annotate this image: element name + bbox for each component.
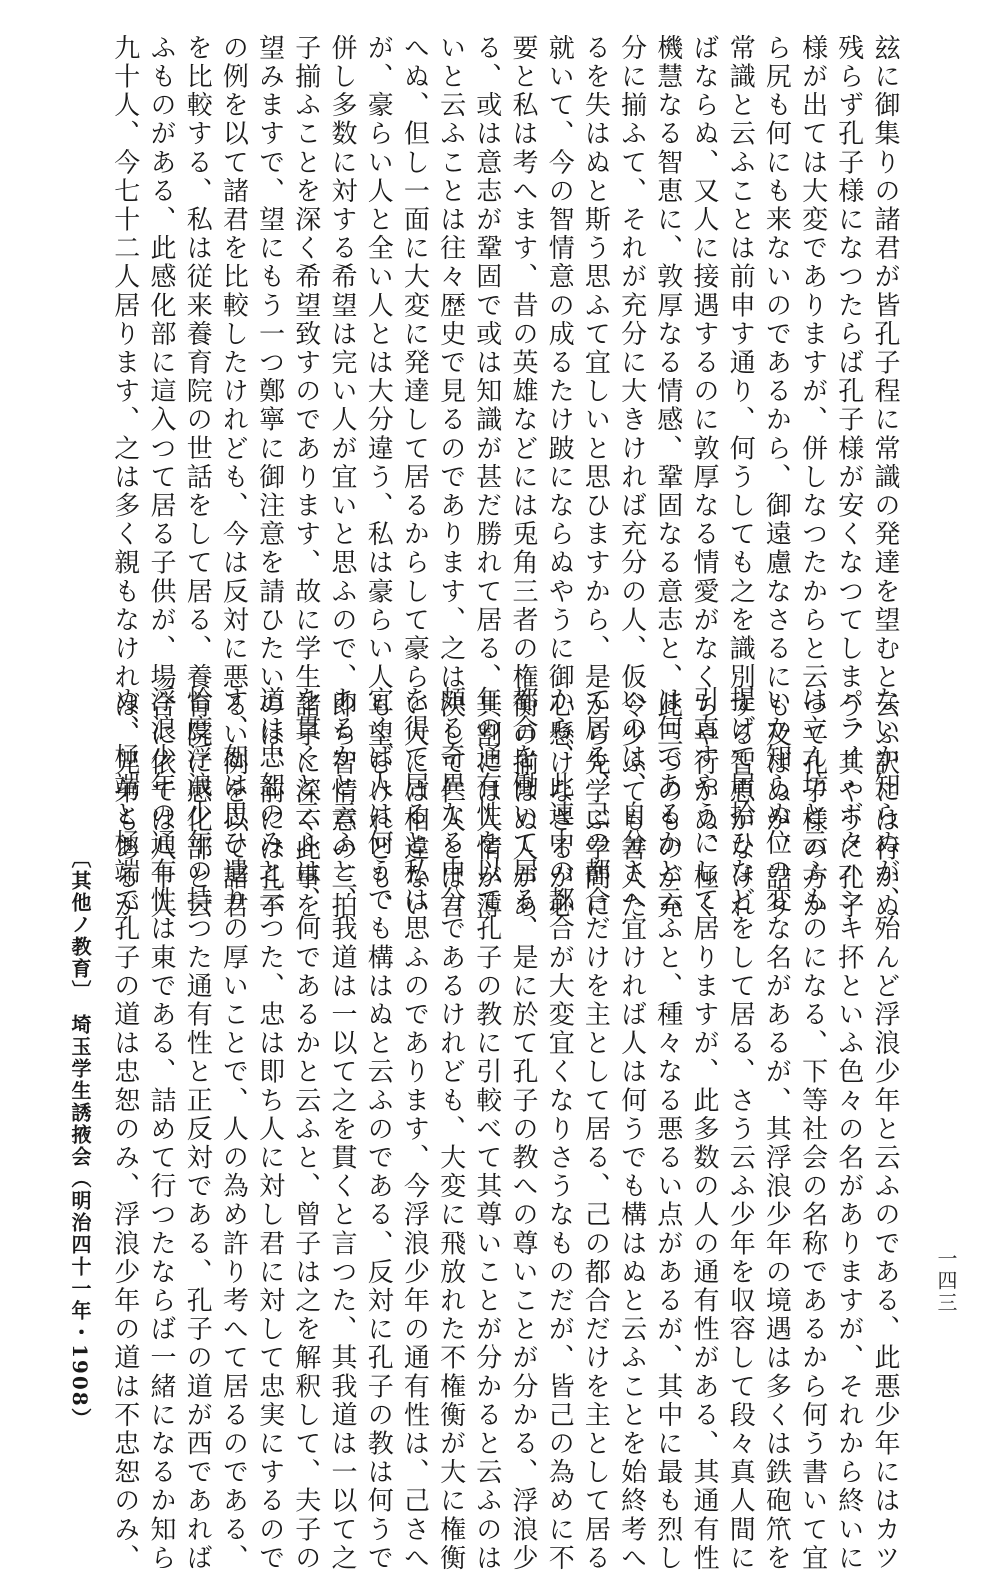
text-column-top-18: 望みますで、望にもう一つ鄭寧に御注意を請ひたいのは、前には孔子 [254,34,285,921]
text-column-top-3: 様が出ては大変でありますが、併しなつたからと云つて孔子様の方か [797,34,828,921]
page-number: 一四三 [934,1248,958,1314]
text-column-bottom-22: ぬ、極端と極端で孔子の道は忠恕のみ、浮浪少年の道は不忠恕のみ、 [109,686,140,1573]
text-column-top-8: 分に揃ふて、それが充分に大きければ充分の人、仮令少ふても善人た [616,34,647,921]
text-column-bottom-21: 浮浪少年の通有性は東である、詰めて行つたならば一緒になるか知ら [146,686,176,1573]
text-column-bottom-2: パライ・ボタハシキ抔といふ色々の名がありますが、それから終いに [833,686,864,1573]
text-column-top-19: の例を以て諸君を比較したけれども、今は反対に悪るい例を以て諸君 [218,34,249,921]
text-column-bottom-11: 都合を働いて居る、是に於て孔子の教への尊いことが分かる、浮浪少 [508,686,538,1573]
text-column-top-17: 子揃ふことを深く希望致すのであります、故に学生諸子に深く此事を [290,34,321,921]
text-column-bottom-5: 提げて屑拾ひなどをして居る、さう云ふ少年を収容して段々真人間に [725,686,756,1573]
text-column-bottom-6: 引直すやうにして居りますが、此多数の人の通有性がある、其通有性 [689,686,719,1573]
text-column-bottom-10: から、此連中の都合が大変宜くなりさうなものだが、皆己の為めに不 [544,686,575,1573]
text-column-bottom-9: て居る、己の都合だけを主として居る、己の都合だけを主として居る [580,686,611,1573]
running-head: 〔其他ノ教育〕 埼玉学生誘掖会（明治四十一年・1908） [68,848,92,1430]
text-column-bottom-12: 年の通有性を以て孔子の教に引較べて其尊いことが分かると云ふのは [471,686,502,1573]
text-column-bottom-4: いか知らぬ位の変な名があるが、其浮浪少年の境遇は多くは鉄砲笊を [761,686,792,1573]
text-column-top-10: 就いて、今の智情意の成るたけ跛にならぬやうに御心懸けなさるが必 [544,34,575,921]
text-column-bottom-19: す、恕は思ひ遣りの厚いことで、人の為め許り考へて居るのである、 [218,686,249,1573]
text-column-bottom-16: あるかと云ふと、我道は一以て之を貫くと言つた、其我道は一以て之 [327,686,357,1573]
text-column-bottom-15: 宜くば人は何うでも構はぬと云ふのである、反対に孔子の教は何うで [363,686,394,1573]
text-column-top-12: る、或は意志が鞏固で或は知識が甚だ勝れて居る、其割には人情が薄 [471,34,502,921]
text-column-top-14: へぬ、但し一面に大変に発達して居るからして豪らい人には相違ない [399,34,430,921]
text-column-bottom-20: 恰度浮浪少年の持つた通有性と正反対である、孔子の道が西であれば [182,686,213,1573]
text-column-bottom-1: ないか知らぬが、殆んど浮浪少年と云ふのである、此悪少年にはカツ [870,686,900,1573]
text-column-top-1: 玆に御集りの諸君が皆孔子程に常識の発達を望むと云ふ訳には行かぬ [870,34,900,921]
text-column-bottom-8: いのは、自分さへ宜ければ人は何うでも構はぬと云ふことを始終考へ [616,686,647,1573]
text-column-top-15: が、豪らい人と全い人とは大分違う、私は豪らい人も望むけれども、 [363,34,394,921]
text-column-top-2: 残らず孔子様になつたらば孔子様が安くなつてしまう、其やうに孔子 [833,34,864,921]
text-column-top-16: 併し多数に対する希望は完い人が宜いと思ふので、即ち智情意の三拍 [327,34,357,921]
text-column-bottom-17: を貫くと云ふは、何であるかと云ふと、曾子は之を解釈して、夫子の [290,686,321,1573]
text-column-top-6: ばならぬ、又人に接遇するのに敦厚なる情愛がなくちや行かぬ、極く [689,34,719,921]
text-column-bottom-13: 頗る奇異なる申分であるけれども、大変に飛放れた不権衡が大に権衡 [435,686,466,1573]
text-column-top-4: ら尻も何にも来ないのであるから、御遠慮なさるにも及ばぬが、詰り [761,34,792,921]
text-column-top-22: 九十人、今七十二人居ります、之は多く親もなければ、兄弟もあるか [109,34,140,921]
text-column-bottom-7: は何であるかと云ふと、種々なる悪るい点があるが、其中に最も烈し [652,686,683,1573]
text-column-bottom-14: を得て居ると私は思ふのであります、今浮浪少年の通有性は、己さへ [399,686,430,1573]
text-column-top-5: 常識と云ふことは前申す通り、何うしても之を識別する智恵がなけれ [725,34,756,921]
text-column-top-13: いと云ふことは往々歴史で見るのであります、之は決して仁人とは言 [435,34,466,921]
text-column-top-7: 機慧なる智恵に、敦厚なる情感、鞏固なる意志と、此三つのものが充 [652,34,683,921]
text-column-bottom-3: は立ん坊と云ふものになる、下等社会の名称であるから何う書いて宜 [797,686,828,1573]
text-column-top-11: 要と私は考へます、昔の英雄などには兎角三者の権衡の揃はぬ人があ [508,34,538,921]
text-column-top-9: るを失はぬと斯う思ふて宜しいと思ひますから、是から先学ぶ学問に [580,34,611,921]
text-column-bottom-18: 道は忠恕のみと云つた、忠は即ち人に対し君に対して忠実にするので [254,686,285,1573]
text-column-top-21: ふものがある、此感化部に這入つて居る子供が、場合に依ては八十人 [146,34,176,921]
text-column-top-20: を比較する、私は従来養育院の世話をして居る、養育院に感化部と云 [182,34,213,921]
